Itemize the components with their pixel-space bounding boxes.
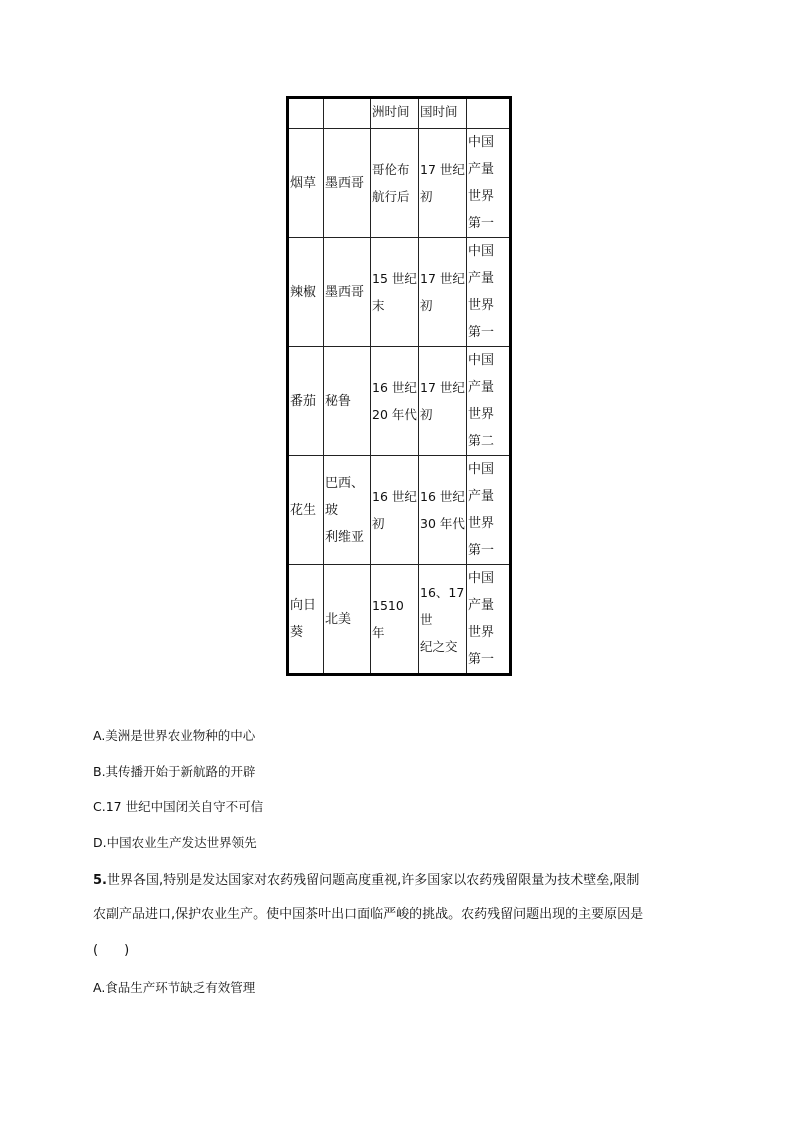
spread-americas-cell: 1510 年 bbox=[371, 565, 419, 675]
table-row bbox=[288, 565, 511, 675]
spread-americas-cell: 16 世纪 初 bbox=[371, 456, 419, 565]
header-cell: 洲时间 bbox=[371, 98, 419, 129]
crop-cell: 辣椒 bbox=[288, 238, 324, 347]
crop-cell: 花生 bbox=[288, 456, 324, 565]
header-cell: 国时间 bbox=[419, 98, 467, 129]
question-5-line-1 bbox=[93, 872, 639, 890]
crop-cell: 烟草 bbox=[288, 129, 324, 238]
spread-china-cell: 17 世纪 初 bbox=[419, 347, 467, 456]
rank-cell: 中国 产量 世界 第二 bbox=[467, 347, 511, 456]
header-cell bbox=[288, 98, 324, 129]
table-row bbox=[288, 238, 511, 347]
option-d: D.中国农业生产发达世界领先 bbox=[93, 835, 257, 850]
question-text: 世界各国,特别是发达国家对农药残留问题高度重视,许多国家以农药残留限量为技术壁垒,限制 bbox=[106, 873, 640, 888]
table-row bbox=[288, 129, 511, 238]
origin-cell: 墨西哥 bbox=[324, 238, 371, 347]
option-b: B.其传播开始于新航路的开辟 bbox=[93, 764, 256, 779]
spread-americas-cell: 哥伦布 航行后 bbox=[371, 129, 419, 238]
header-cell bbox=[467, 98, 511, 129]
spread-americas-cell: 15 世纪 末 bbox=[371, 238, 419, 347]
rank-cell: 中国 产量 世界 第一 bbox=[467, 238, 511, 347]
crop-cell: 番茄 bbox=[288, 347, 324, 456]
origin-cell: 北美 bbox=[324, 565, 371, 675]
option-c: C.17 世纪中国闭关自守不可信 bbox=[93, 799, 264, 814]
spread-china-cell: 16、17 世 纪之交 bbox=[419, 565, 467, 675]
question-5-line-2: 农副产品进口,保护农业生产。使中国茶叶出口面临严峻的挑战。农药残留问题出现的主要原因是 bbox=[93, 907, 644, 922]
crop-table-wrapper bbox=[286, 96, 512, 676]
rank-cell: 中国 产量 世界 第一 bbox=[467, 456, 511, 565]
spread-china-cell: 17 世纪 初 bbox=[419, 238, 467, 347]
option-a: A.美洲是世界农业物种的中心 bbox=[93, 728, 256, 743]
crop-cell: 向日 葵 bbox=[288, 565, 324, 675]
table-header-row bbox=[288, 98, 511, 129]
table-row bbox=[288, 347, 511, 456]
rank-cell: 中国 产量 世界 第一 bbox=[467, 565, 511, 675]
origin-cell: 巴西、 玻 利维亚 bbox=[324, 456, 371, 565]
origin-cell: 秘鲁 bbox=[324, 347, 371, 456]
origin-cell: 墨西哥 bbox=[324, 129, 371, 238]
rank-cell: 中国 产量 世界 第一 bbox=[467, 129, 511, 238]
table-row bbox=[288, 456, 511, 565]
question-5-option-a: A.食品生产环节缺乏有效管理 bbox=[93, 980, 256, 995]
spread-americas-cell: 16 世纪 20 年代 bbox=[371, 347, 419, 456]
spread-china-cell: 17 世纪 初 bbox=[419, 129, 467, 238]
answer-parentheses: ( ) bbox=[93, 943, 130, 958]
question-number: 5. bbox=[93, 873, 107, 888]
crop-spread-table bbox=[286, 96, 512, 676]
spread-china-cell: 16 世纪 30 年代 bbox=[419, 456, 467, 565]
header-cell bbox=[324, 98, 371, 129]
